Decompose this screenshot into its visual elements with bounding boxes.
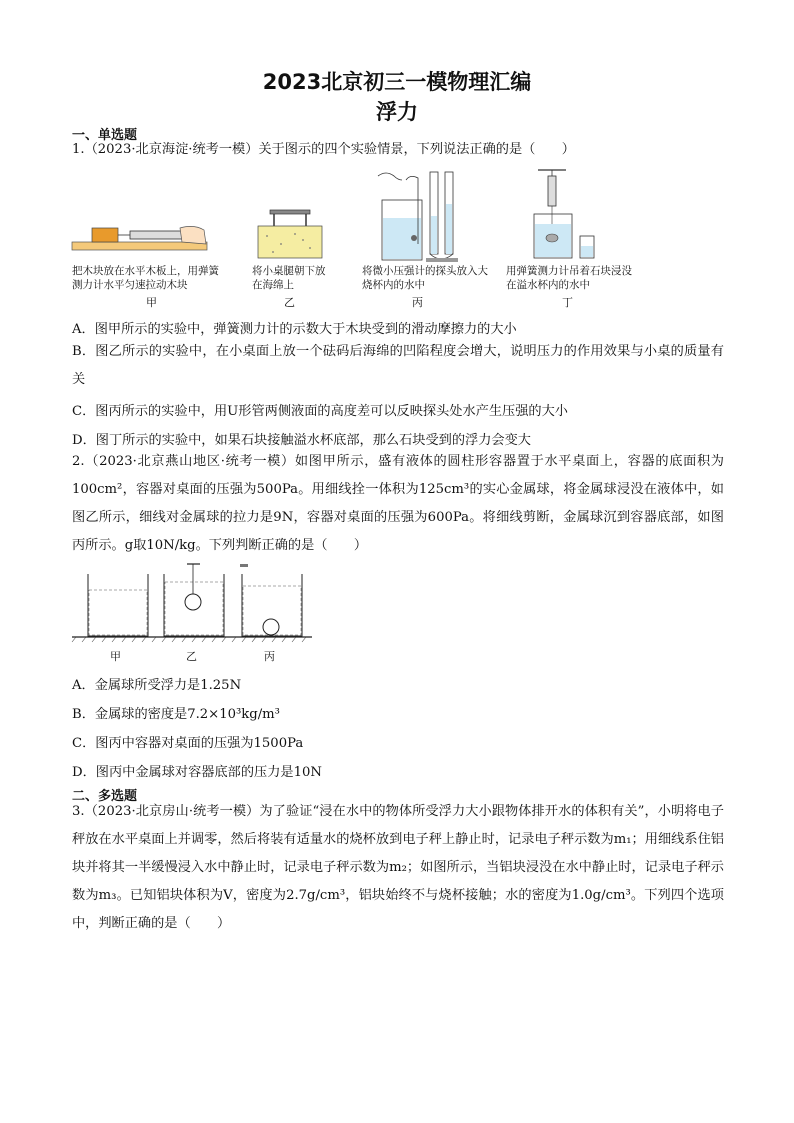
q2-label-yi: 乙 [186, 650, 197, 663]
q1-label-bing: 丙 [412, 296, 423, 309]
q2-label-jia: 甲 [110, 650, 121, 663]
q2-option-a: A．金属球所受浮力是1.25N [72, 678, 242, 693]
q1-label-ding: 丁 [562, 296, 573, 309]
page-title: 2023北京初三一模物理汇编 [262, 70, 532, 94]
q1-option-a: A．图甲所示的实验中，弹簧测力计的示数大于木块受到的滑动摩擦力的大小 [72, 322, 517, 337]
q1-caption-yi: 将小桌腿朝下放在海绵上 [252, 265, 326, 291]
q1-caption-bing: 将微小压强计的探头放入大烧杯内的水中 [362, 265, 488, 291]
q1-figure-yi [255, 206, 330, 264]
q1-option-c: C．图丙所示的实验中，用U形管两侧液面的高度差可以反映探头处水产生压强的大小 [72, 404, 568, 419]
q2-option-b: B．金属球的密度是7.2×10³kg/m³ [72, 707, 280, 722]
q1-label-yi: 乙 [284, 296, 295, 309]
q2-option-c: C．图丙中容器对桌面的压强为1500Pa [72, 736, 304, 751]
q2-label-bing: 丙 [264, 650, 275, 663]
section-multi-choice: 二、多选题 [72, 789, 138, 804]
q1-figure-ding [528, 166, 608, 264]
q1-option-d: D．图丁所示的实验中，如果石块接触溢水杯底部，那么石块受到的浮力会变大 [72, 433, 531, 448]
section-single-choice: 一、单选题 [72, 128, 138, 143]
q1-caption-ding: 用弹簧测力计吊着石块浸没在溢水杯内的水中 [506, 265, 632, 291]
q1-label-jia: 甲 [146, 296, 157, 309]
q3-stem: 3.（2023·北京房山·统考一模）为了验证“浸在水中的物体所受浮力大小跟物体排开水的体积有关”，小明将电子秤放在水平桌面上并调零，然后将装有适量水的烧杯放到电子秤上静止时，记录电子秤示数为m₁；用细线系住铝块并将其一半缓慢浸入水中静止时，记录电子秤示数为m₂；如图所示，当铝块浸没在水中静止时，记录电子秤示数为m₃。已知铝块体积为V，密度为2.7g/cm³，铝块始终不与烧杯接触；水的密度为1.0g/cm³。下列四个选项中，判断正确的是（ ） [72, 804, 724, 931]
q1-stem: 1.（2023·北京海淀·统考一模）关于图示的四个实验情景，下列说法正确的是（ ） [72, 142, 575, 157]
q1-caption-jia: 把木块放在水平木板上，用弹簧测力计水平匀速拉动木块 [72, 265, 219, 291]
q1-option-b: B．图乙所示的实验中，在小桌面上放一个砝码后海绵的凹陷程度会增大，说明压力的作用效果与小桌的质量有关 [72, 344, 724, 387]
q2-containers-figure [72, 564, 312, 644]
q2-stem: 2.（2023·北京燕山地区·统考一模）如图甲所示，盛有液体的圆柱形容器置于水平桌面上，容器的底面积为100cm²，容器对桌面的压强为500Pa。用细线拴一体积为125cm³的实心金属球，将金属球浸没在液体中，如图乙所示，细线对金属球的拉力是9N，容器对桌面的压强为600Pa。将细线剪断，金属球沉到容器底部，如图丙所示。g取10N/kg。下列判断正确的是（ ） [72, 454, 724, 553]
q1-figure-bing [370, 166, 470, 264]
page-subtitle: 浮力 [376, 100, 418, 124]
q2-option-d: D．图丙中金属球对容器底部的压力是10N [72, 765, 322, 780]
q1-figure-jia [72, 214, 212, 264]
